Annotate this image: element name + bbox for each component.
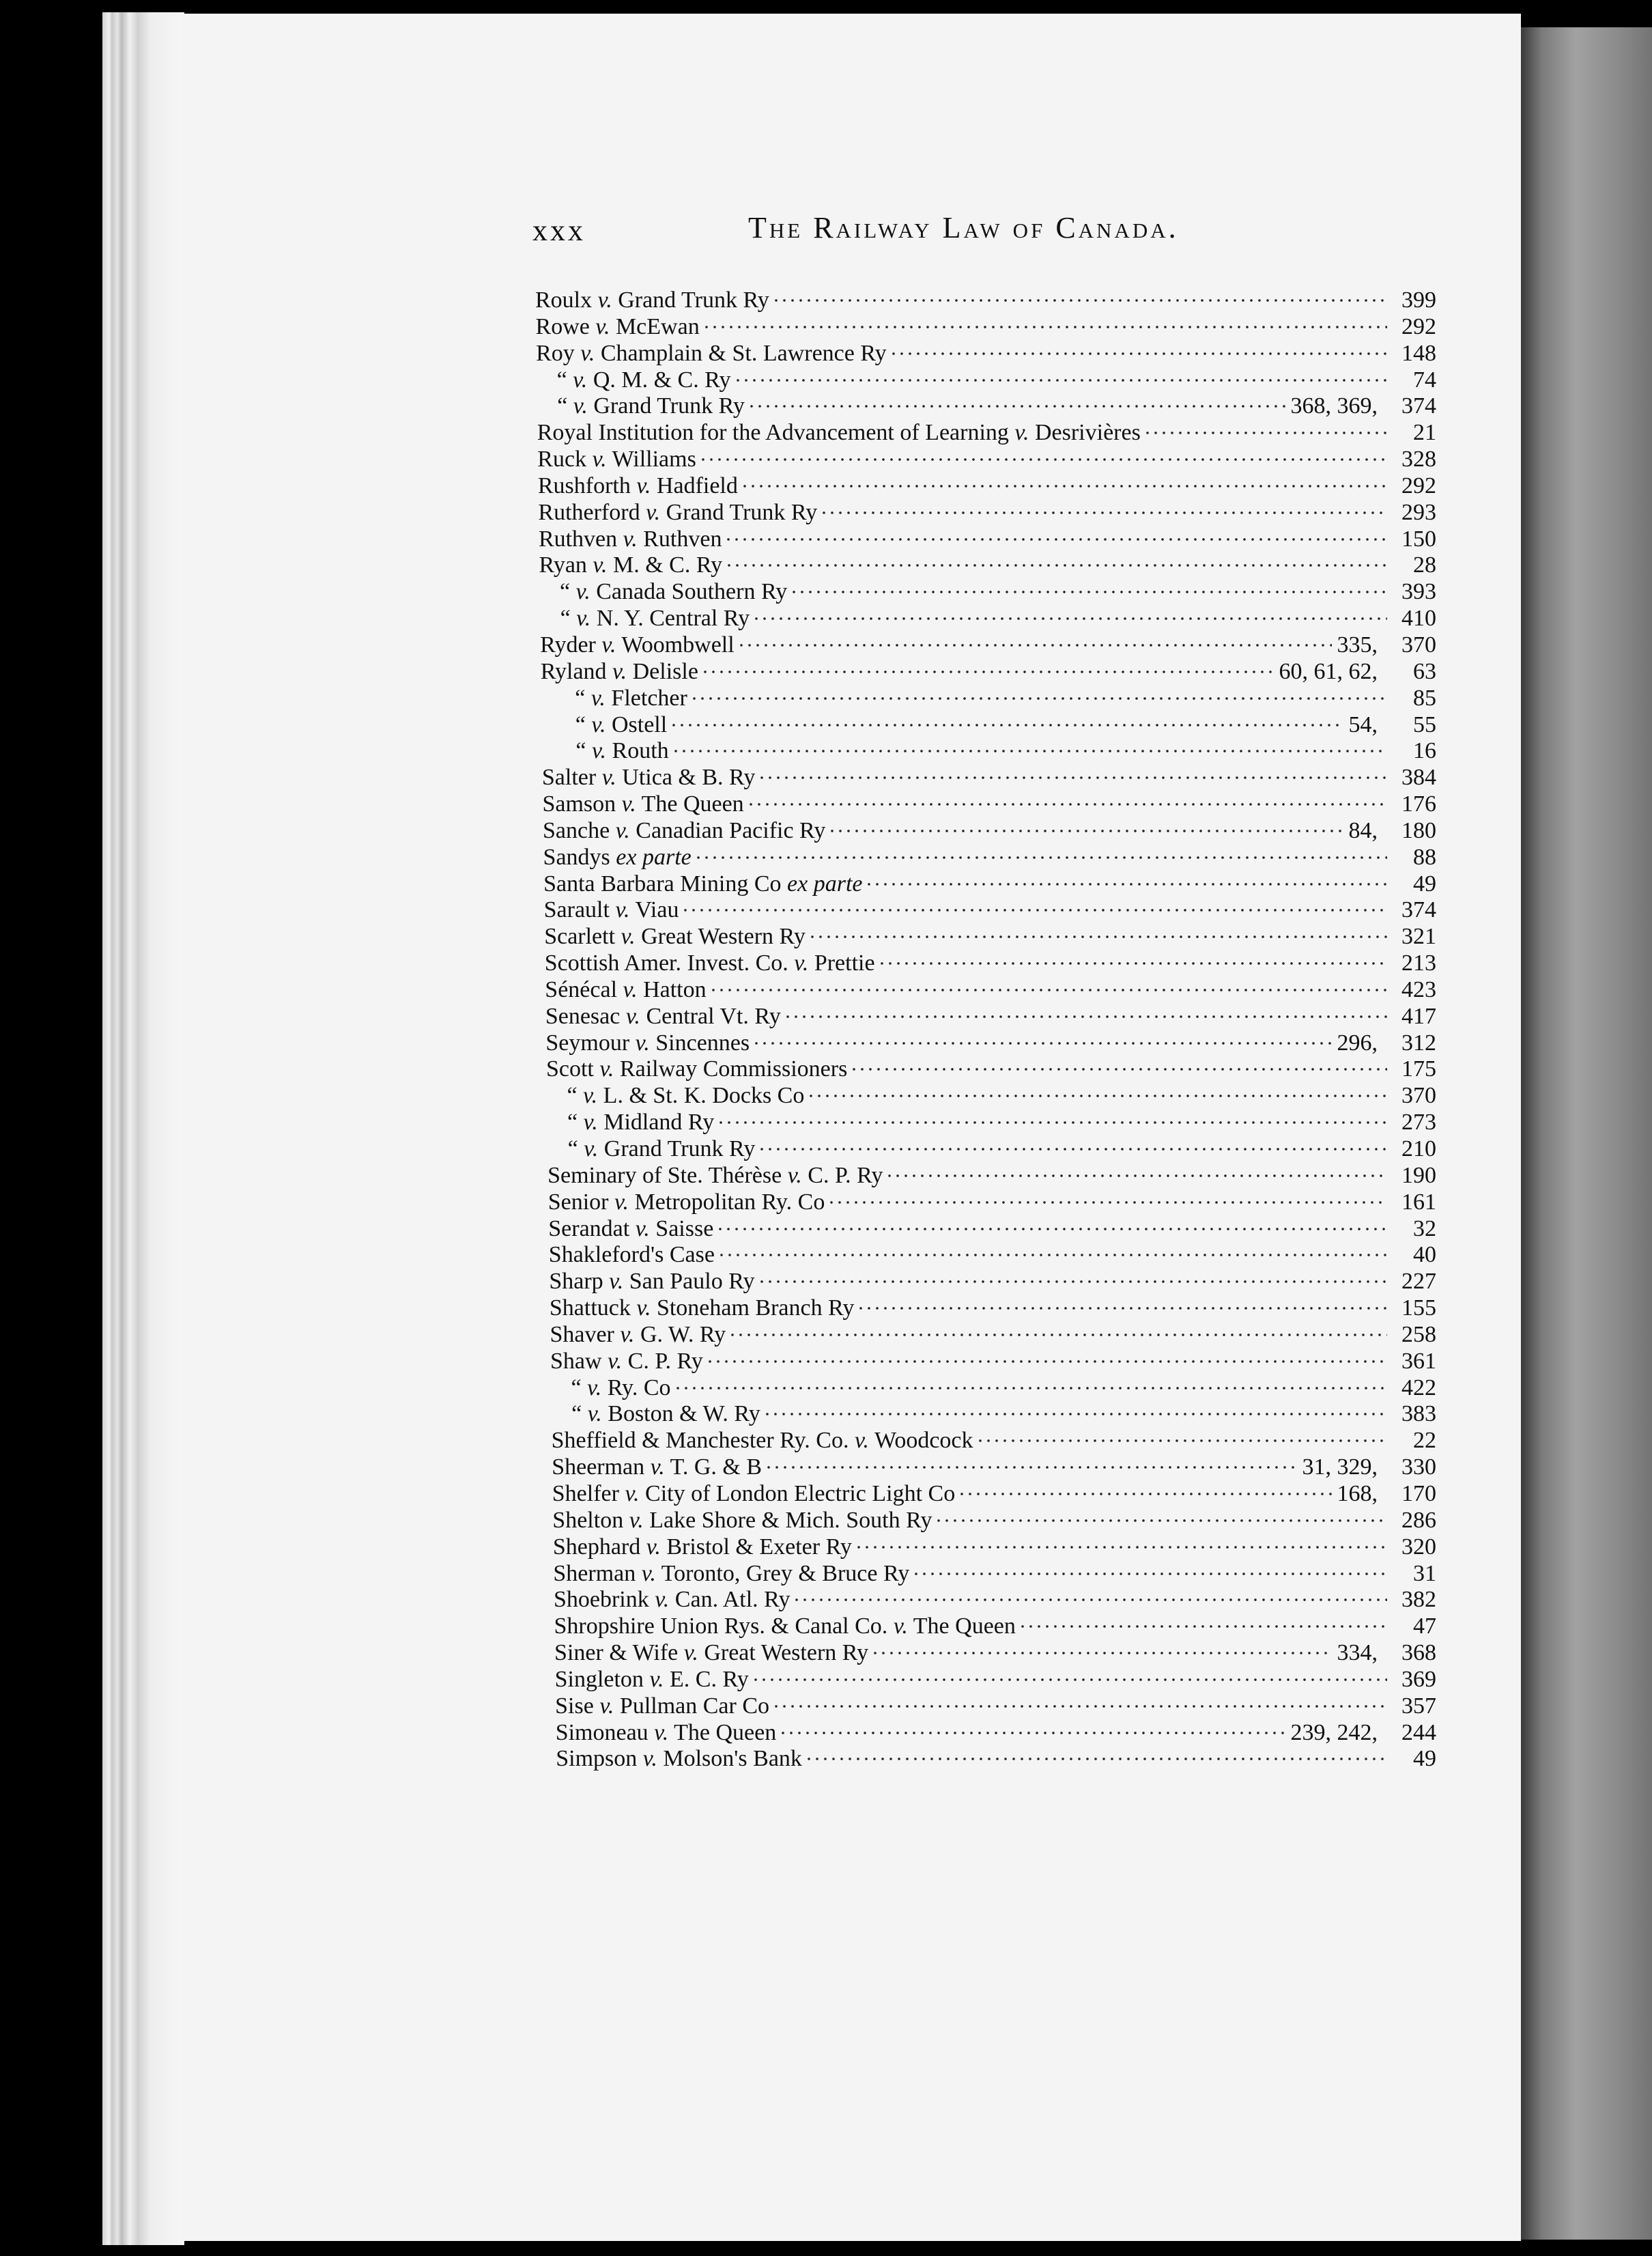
case-name: Shephard v. Bristol & Exeter Ry <box>552 1534 852 1560</box>
dot-leader <box>752 1661 1387 1687</box>
table-row <box>549 1263 1436 1295</box>
dot-leader <box>1019 1607 1387 1633</box>
case-name: Sanche v. Canadian Pacific Ry <box>543 817 826 843</box>
case-name: Shropshire Union Rys. & Canal Co. v. The Queen <box>554 1613 1016 1639</box>
page-number: 22 <box>1413 1428 1436 1454</box>
page-number: 21 <box>1413 420 1436 446</box>
dot-leader <box>807 1077 1387 1103</box>
dot-leader <box>725 546 1387 572</box>
page-number: 369 <box>1401 1666 1436 1692</box>
dot-leader <box>763 1395 1387 1421</box>
table-row <box>545 1050 1436 1082</box>
case-name: “ v. Fletcher <box>575 685 687 711</box>
dot-leader <box>793 1581 1387 1607</box>
dot-leader <box>690 679 1387 705</box>
page-references: 168, <box>1337 1480 1378 1506</box>
dot-leader <box>865 865 1387 891</box>
page-number: 244 <box>1401 1719 1436 1745</box>
page-number: 190 <box>1401 1162 1436 1188</box>
dot-leader <box>694 838 1387 864</box>
page-number: 31 <box>1413 1560 1436 1586</box>
dot-leader <box>976 1422 1388 1448</box>
table-row <box>537 414 1436 446</box>
table-row <box>555 1714 1436 1745</box>
binding-shadow <box>1521 27 1652 2240</box>
case-name: Ryan v. M. & C. Ry <box>539 552 723 578</box>
table-row <box>548 1210 1436 1241</box>
case-name: Shakleford's Case <box>548 1242 715 1268</box>
case-name: “ v. Routh <box>575 738 669 764</box>
case-name: “ v. Canada Southern Ry <box>560 579 788 605</box>
dot-leader <box>772 1687 1387 1713</box>
table-row <box>540 626 1436 658</box>
page-references: 296, <box>1337 1030 1378 1056</box>
table-row <box>552 1475 1436 1506</box>
page-number: 384 <box>1401 765 1436 791</box>
page-number: 330 <box>1401 1454 1436 1480</box>
dot-leader <box>734 361 1387 387</box>
page-folio: xxx <box>532 214 586 247</box>
case-name: “ v. Midland Ry <box>567 1110 715 1136</box>
case-name: Sénécal v. Hatton <box>545 976 707 1002</box>
table-row <box>537 467 1436 498</box>
case-name: Scottish Amer. Invest. Co. v. Prettie <box>544 950 875 976</box>
page-number: 176 <box>1401 791 1436 817</box>
dot-leader <box>717 1236 1387 1262</box>
page-number: 227 <box>1401 1269 1436 1295</box>
table-row <box>550 1316 1436 1347</box>
page-number: 28 <box>1413 552 1436 578</box>
page-number: 312 <box>1401 1030 1436 1056</box>
table-row <box>535 308 1436 339</box>
table-row <box>545 1024 1436 1056</box>
page-references: 60, 61, 62, <box>1279 658 1378 684</box>
table-row <box>537 361 1436 393</box>
case-name: Roy v. Champlain & St. Lawrence Ry <box>536 340 887 366</box>
page-number: 393 <box>1401 579 1436 605</box>
case-name: Shoebrink v. Can. Atl. Ry <box>553 1587 791 1613</box>
table-row <box>543 865 1436 897</box>
case-name: Roulx v. Grand Trunk Ry <box>535 287 769 313</box>
page-number: 210 <box>1401 1136 1436 1161</box>
table-row <box>538 494 1436 525</box>
running-header <box>532 210 1434 254</box>
page-references: 84, <box>1348 817 1378 843</box>
dot-leader <box>857 1289 1387 1315</box>
table-row <box>553 1555 1436 1586</box>
table-row <box>539 573 1436 605</box>
page-number: 155 <box>1401 1295 1436 1321</box>
dot-leader <box>784 998 1387 1024</box>
dot-leader <box>747 387 1285 413</box>
dot-leader <box>820 494 1387 520</box>
running-title: The Railway Law of Canada. <box>748 211 1179 244</box>
dot-leader <box>758 1130 1387 1156</box>
case-name: Rowe v. McEwan <box>535 313 700 339</box>
dot-leader <box>912 1555 1387 1581</box>
page-number: 321 <box>1401 924 1436 950</box>
page-number: 417 <box>1401 1003 1436 1029</box>
dot-leader <box>758 759 1387 785</box>
case-name: “ v. Grand Trunk Ry <box>557 393 745 419</box>
page-number: 85 <box>1413 685 1436 711</box>
dot-leader <box>737 626 1332 652</box>
table-row <box>541 706 1436 737</box>
page-number: 63 <box>1413 658 1436 684</box>
table-of-cases <box>535 281 1436 1772</box>
page-number: 374 <box>1401 393 1436 419</box>
page-number: 293 <box>1401 499 1436 525</box>
page-references: 368, 369, <box>1290 393 1378 419</box>
table-row <box>554 1661 1436 1692</box>
case-name: Serandat v. Saisse <box>548 1215 714 1241</box>
table-row <box>556 1740 1436 1772</box>
dot-leader <box>828 812 1343 838</box>
dot-leader <box>670 706 1343 732</box>
case-name: Rutherford v. Grand Trunk Ry <box>538 499 818 525</box>
page-number: 374 <box>1401 897 1436 923</box>
dot-leader <box>674 1369 1387 1395</box>
case-name: Singleton v. E. C. Ry <box>554 1666 749 1692</box>
page-number: 370 <box>1401 632 1436 658</box>
page-number: 422 <box>1401 1374 1436 1400</box>
page-number: 213 <box>1401 950 1436 976</box>
page-references: 335, <box>1337 632 1378 658</box>
page-references: 239, 242, <box>1290 1719 1378 1745</box>
page-number: 161 <box>1401 1189 1436 1215</box>
page-number: 49 <box>1413 871 1436 897</box>
dot-leader <box>808 918 1387 944</box>
table-row <box>547 1077 1437 1109</box>
case-name: Sheffield & Manchester Ry. Co. v. Woodcock <box>551 1428 973 1454</box>
table-row <box>552 1501 1436 1533</box>
page-references: 334, <box>1337 1640 1378 1666</box>
table-row <box>537 440 1436 473</box>
case-name: “ v. L. & St. K. Docks Co <box>567 1083 805 1109</box>
table-row <box>543 812 1436 843</box>
dot-leader <box>702 308 1387 334</box>
page-number: 370 <box>1401 1083 1436 1109</box>
book-page-edges <box>102 12 184 2245</box>
table-row <box>545 998 1436 1029</box>
dot-leader <box>779 1714 1285 1740</box>
table-row <box>541 732 1436 764</box>
case-name: Sheerman v. T. G. & B <box>552 1454 763 1480</box>
table-row <box>543 891 1436 923</box>
case-name: Senior v. Metropolitan Ry. Co <box>547 1189 825 1215</box>
page-number: 32 <box>1413 1215 1436 1241</box>
dot-leader <box>728 1316 1387 1342</box>
case-name: Siner & Wife v. Great Western Ry <box>554 1640 869 1666</box>
page-number: 286 <box>1401 1507 1436 1533</box>
case-name: Scarlett v. Great Western Ry <box>544 924 806 950</box>
table-row <box>536 335 1436 366</box>
table-row <box>554 1634 1436 1666</box>
dot-leader <box>885 1157 1387 1183</box>
page-number: 150 <box>1401 526 1436 552</box>
case-name: Simpson v. Molson's Bank <box>556 1746 802 1772</box>
page-number: 273 <box>1401 1110 1436 1136</box>
case-name: “ v. Ry. Co <box>571 1374 671 1400</box>
page-number: 328 <box>1401 447 1436 473</box>
dot-leader <box>765 1448 1296 1474</box>
page-number: 357 <box>1401 1693 1436 1719</box>
case-name: Royal Institution for the Advancement of Learning v. Desrivières <box>537 420 1141 446</box>
table-row <box>547 1183 1436 1215</box>
page-number: 383 <box>1401 1401 1436 1427</box>
dot-leader <box>699 440 1387 466</box>
table-row <box>551 1369 1436 1400</box>
table-row <box>547 1157 1436 1188</box>
table-row <box>535 281 1436 313</box>
dot-leader <box>871 1634 1331 1660</box>
case-name: Ryder v. Woombwell <box>540 632 735 658</box>
dot-leader <box>855 1528 1387 1554</box>
page-number: 74 <box>1413 367 1436 393</box>
table-row <box>540 600 1436 632</box>
table-row <box>548 1236 1436 1268</box>
table-row <box>544 944 1436 976</box>
case-name: Sise v. Pullman Car Co <box>555 1693 770 1719</box>
table-row <box>552 1528 1436 1560</box>
case-name: Sharp v. San Paulo Ry <box>549 1269 755 1295</box>
page-number: 292 <box>1401 313 1436 339</box>
dot-leader <box>790 573 1387 599</box>
dot-leader <box>724 520 1387 546</box>
table-row <box>542 785 1436 817</box>
case-name: Simoneau v. The Queen <box>555 1719 777 1745</box>
dot-leader <box>741 467 1387 493</box>
dot-leader <box>672 732 1387 758</box>
page-number: 148 <box>1401 340 1436 366</box>
page-number: 258 <box>1401 1321 1436 1347</box>
case-name: Santa Barbara Mining Co ex parte <box>543 871 863 897</box>
page-number: 399 <box>1401 287 1436 313</box>
case-name: “ v. Ostell <box>575 711 668 737</box>
table-row <box>538 520 1436 552</box>
table-row <box>540 653 1436 684</box>
page-number: 170 <box>1401 1480 1436 1506</box>
case-name: “ v. Grand Trunk Ry <box>567 1136 756 1161</box>
table-row <box>552 1448 1436 1480</box>
dot-leader <box>706 1342 1387 1368</box>
page-number: 16 <box>1413 738 1436 764</box>
dot-leader <box>681 891 1387 917</box>
table-row <box>550 1342 1436 1374</box>
case-name: Shaw v. C. P. Ry <box>550 1348 703 1374</box>
case-name: Shaver v. G. W. Ry <box>550 1321 726 1347</box>
page-number: 47 <box>1413 1613 1436 1639</box>
case-name: Shelton v. Lake Shore & Mich. South Ry <box>552 1507 932 1533</box>
case-name: Scott v. Railway Commissioners <box>545 1056 848 1082</box>
dot-leader <box>1143 414 1387 440</box>
dot-leader <box>747 785 1387 811</box>
page-number: 320 <box>1401 1534 1436 1560</box>
case-name: Ruthven v. Ruthven <box>538 526 722 552</box>
table-row <box>541 759 1436 791</box>
dot-leader <box>701 653 1274 679</box>
table-row <box>554 1607 1437 1639</box>
table-row <box>553 1581 1436 1613</box>
page-number: 175 <box>1401 1056 1436 1082</box>
dot-leader <box>709 971 1387 997</box>
case-name: Rushforth v. Hadfield <box>537 473 738 498</box>
table-row <box>551 1422 1436 1454</box>
case-name: Samson v. The Queen <box>542 791 744 817</box>
case-name: Ruck v. Williams <box>537 447 696 473</box>
table-row <box>539 546 1437 578</box>
case-name: Sandys ex parte <box>543 844 692 870</box>
case-name: Senesac v. Central Vt. Ry <box>545 1003 781 1029</box>
dot-leader <box>850 1050 1387 1076</box>
page-number: 49 <box>1413 1746 1436 1772</box>
case-name: “ v. Q. M. & C. Ry <box>556 367 731 393</box>
case-name: Sherman v. Toronto, Grey & Bruce Ry <box>553 1560 910 1586</box>
page-number: 410 <box>1401 606 1436 632</box>
dot-leader <box>752 600 1387 625</box>
table-row <box>549 1289 1436 1321</box>
case-name: Seymour v. Sincennes <box>545 1030 750 1056</box>
case-name: Shattuck v. Stoneham Branch Ry <box>549 1295 855 1321</box>
table-row <box>541 679 1436 711</box>
page-references: 31, 329, <box>1302 1454 1378 1480</box>
dot-leader <box>805 1740 1387 1766</box>
page-number: 292 <box>1401 473 1436 498</box>
page-number: 382 <box>1401 1587 1436 1613</box>
page-number: 423 <box>1401 976 1436 1002</box>
table-row <box>545 971 1436 1002</box>
case-name: “ v. Boston & W. Ry <box>571 1401 760 1427</box>
dot-leader <box>878 944 1387 970</box>
table-row <box>544 918 1436 950</box>
dot-leader <box>772 281 1387 307</box>
page-number: 368 <box>1401 1640 1436 1666</box>
case-name: Seminary of Ste. Thérèse v. C. P. Ry <box>547 1162 883 1188</box>
dot-leader <box>889 335 1387 361</box>
dot-leader <box>716 1210 1387 1236</box>
case-name: Salter v. Utica & B. Ry <box>541 765 756 791</box>
case-name: “ v. N. Y. Central Ry <box>560 606 750 632</box>
page-references: 54, <box>1348 711 1378 737</box>
table-row <box>537 387 1436 419</box>
table-row <box>543 838 1436 870</box>
dot-leader <box>827 1183 1387 1209</box>
page-number: 361 <box>1401 1348 1436 1374</box>
page-number: 180 <box>1401 817 1436 843</box>
case-name: Shelfer v. City of London Electric Light Co <box>552 1480 956 1506</box>
page-number: 88 <box>1413 844 1436 870</box>
dot-leader <box>752 1024 1331 1050</box>
page-number: 40 <box>1413 1242 1436 1268</box>
table-row <box>547 1130 1436 1161</box>
dot-leader <box>717 1103 1387 1129</box>
page-number: 55 <box>1413 711 1436 737</box>
case-name: Ryland v. Delisle <box>540 658 698 684</box>
case-name: Sarault v. Viau <box>543 897 679 923</box>
dot-leader <box>935 1501 1387 1527</box>
table-row <box>555 1687 1436 1719</box>
dot-leader <box>958 1475 1331 1501</box>
table-row <box>551 1395 1436 1427</box>
table-row <box>547 1103 1436 1136</box>
dot-leader <box>758 1263 1387 1288</box>
